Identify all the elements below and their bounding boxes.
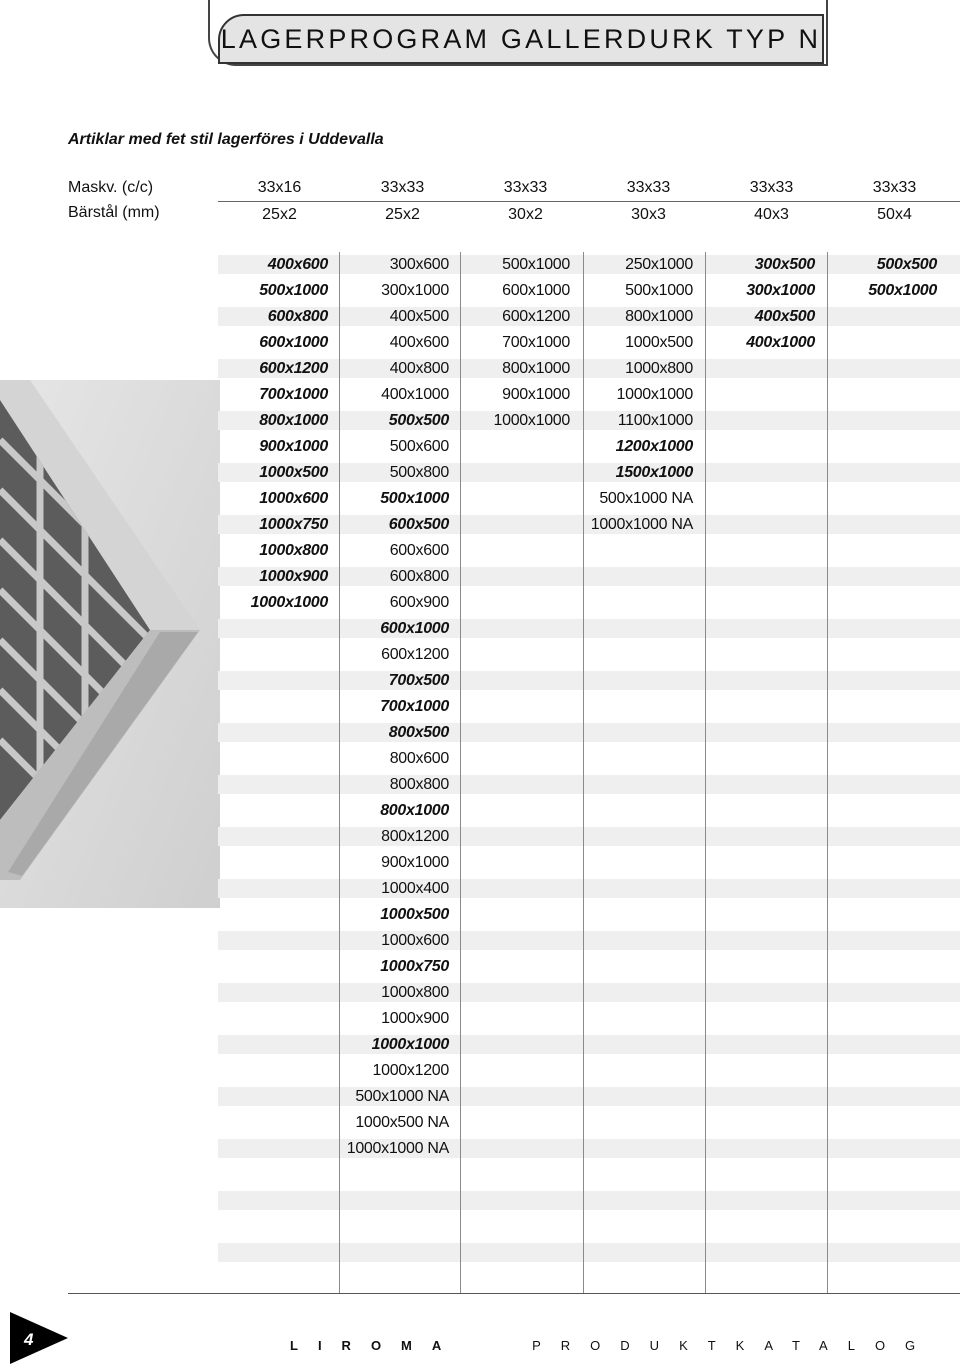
table-cell: 300x1000: [746, 282, 815, 299]
table-cell: 1000x1000 NA: [590, 516, 693, 533]
table-stripe: [218, 879, 960, 898]
table-cell: 1100x1000: [617, 412, 693, 429]
mesh-row: [218, 175, 960, 201]
column-divider: [827, 252, 828, 1294]
title-box: [218, 14, 824, 64]
table-cell: 1200x1000: [615, 438, 693, 455]
table-cell: 600x1200: [259, 360, 328, 377]
table-cell: 500x1000: [502, 256, 570, 273]
table-cell: 300x600: [389, 256, 449, 273]
table-stripe: [218, 931, 960, 950]
table-cell: 800x800: [389, 776, 449, 793]
table-cell: 400x600: [389, 334, 449, 351]
table-cell: 1000x1000: [616, 386, 693, 403]
table-cell: 1000x800: [625, 360, 693, 377]
mesh-value: 33x33: [380, 179, 425, 196]
bar-value: 25x2: [262, 205, 297, 223]
table-cell: 600x600: [389, 542, 449, 559]
mesh-label: Maskv. (c/c): [68, 179, 154, 196]
column-33x33-40x3: [705, 252, 815, 356]
table-cell: 600x1000: [259, 334, 328, 351]
column-33x16-25x2: [218, 252, 328, 616]
table-stripe: [218, 775, 960, 794]
column-33x33-30x2: [460, 252, 570, 434]
table-cell: 900x1000: [259, 438, 328, 455]
table-cell: 700x1000: [259, 386, 328, 403]
table-stripe: [218, 1243, 960, 1262]
table-stripe: [218, 1139, 960, 1158]
column-33x33-30x3: [583, 252, 693, 538]
table-cell: 500x1000 NA: [355, 1088, 449, 1105]
bar-value: 40x3: [754, 205, 789, 223]
footer-brand: LIROMA: [290, 1338, 462, 1353]
page-title: LAGERPROGRAM GALLERDURK TYP N: [220, 23, 822, 54]
table-cell: 500x1000: [259, 282, 328, 299]
table-cell: 600x1000: [502, 282, 570, 299]
table-cell: 1500x1000: [615, 464, 693, 481]
table-cell: 1000x1000: [250, 594, 328, 611]
bar-value: 50x4: [877, 205, 912, 223]
table-cell: 1000x1000: [493, 412, 570, 429]
stock-table: [218, 252, 960, 1294]
table-cell: 300x500: [754, 256, 815, 273]
table-cell: 250x1000: [625, 256, 693, 273]
table-cell: 500x1000: [868, 282, 937, 299]
table-cell: 1000x750: [380, 958, 449, 975]
bar-value: 30x3: [631, 205, 666, 223]
table-cell: 400x600: [267, 256, 328, 273]
table-cell: 1000x900: [381, 1010, 449, 1027]
table-cell: 900x1000: [502, 386, 570, 403]
table-cell: 800x1000: [380, 802, 449, 819]
table-cell: 700x1000: [380, 698, 449, 715]
bar-label: Bärstål (mm): [68, 204, 160, 221]
table-cell: 500x1000 NA: [599, 490, 693, 507]
column-33x33-50x4: [827, 252, 937, 304]
table-stripe: [218, 983, 960, 1002]
bar-row: [218, 201, 960, 227]
table-cell: 600x500: [388, 516, 449, 533]
spec-header: [218, 175, 960, 227]
table-cell: 1000x500: [625, 334, 693, 351]
table-cell: 400x800: [389, 360, 449, 377]
mesh-value: 33x16: [257, 179, 302, 196]
table-cell: 1000x500 NA: [355, 1114, 449, 1131]
table-cell: 800x1000: [625, 308, 693, 325]
table-cell: 500x1000: [380, 490, 449, 507]
page-number-arrow: [10, 1312, 70, 1364]
table-stripe: [218, 1191, 960, 1210]
table-cell: 500x800: [389, 464, 449, 481]
table-stripe: [218, 567, 960, 586]
table-cell: 1000x800: [381, 984, 449, 1001]
column-divider: [705, 252, 706, 1294]
subtitle: Artiklar med fet stil lagerföres i Uddevalla: [68, 131, 384, 148]
table-cell: 1000x400: [381, 880, 449, 897]
table-cell: 500x1000: [625, 282, 693, 299]
bar-value: 30x2: [508, 205, 543, 223]
table-bottom-rule: [68, 1293, 960, 1294]
grating-photo: [0, 380, 220, 908]
footer-text: PRODUKTKATALOG: [532, 1338, 936, 1353]
table-cell: 500x500: [388, 412, 449, 429]
table-cell: 1000x900: [259, 568, 328, 585]
table-stripe: [218, 723, 960, 742]
table-cell: 600x1000: [380, 620, 449, 637]
table-cell: 800x1200: [381, 828, 449, 845]
table-cell: 300x1000: [381, 282, 449, 299]
table-cell: 1000x600: [381, 932, 449, 949]
table-cell: 1000x1000 NA: [346, 1140, 449, 1157]
table-stripe: [218, 1087, 960, 1106]
table-cell: 600x800: [267, 308, 328, 325]
bar-value: 25x2: [385, 205, 420, 223]
table-cell: 800x500: [388, 724, 449, 741]
table-cell: 900x1000: [381, 854, 449, 871]
table-cell: 600x1200: [502, 308, 570, 325]
table-cell: 1000x500: [259, 464, 328, 481]
table-stripe: [218, 671, 960, 690]
mesh-value: 33x33: [503, 179, 548, 196]
table-cell: 500x600: [389, 438, 449, 455]
footer: [290, 1338, 935, 1353]
table-cell: 1000x600: [259, 490, 328, 507]
table-stripe: [218, 619, 960, 638]
table-cell: 1000x500: [380, 906, 449, 923]
table-cell: 600x800: [389, 568, 449, 585]
table-cell: 600x1200: [381, 646, 449, 663]
mesh-value: 33x33: [872, 179, 917, 196]
table-cell: 400x1000: [746, 334, 815, 351]
mesh-value: 33x33: [749, 179, 794, 196]
mesh-value: 33x33: [626, 179, 671, 196]
table-cell: 700x1000: [502, 334, 570, 351]
table-cell: 700x500: [388, 672, 449, 689]
table-cell: 800x1000: [259, 412, 328, 429]
table-cell: 800x600: [389, 750, 449, 767]
table-stripe: [218, 1035, 960, 1054]
spec-labels: [68, 175, 160, 225]
table-cell: 1000x750: [259, 516, 328, 533]
table-cell: 400x500: [754, 308, 815, 325]
page-number: 4: [24, 1330, 34, 1349]
table-cell: 400x500: [389, 308, 449, 325]
table-cell: 1000x1200: [372, 1062, 449, 1079]
table-cell: 800x1000: [502, 360, 570, 377]
table-cell: 1000x800: [259, 542, 328, 559]
table-stripe: [218, 827, 960, 846]
table-cell: 500x500: [876, 256, 937, 273]
column-33x33-25x2: [339, 252, 449, 1162]
table-cell: 400x1000: [381, 386, 449, 403]
table-cell: 1000x1000: [371, 1036, 449, 1053]
table-cell: 600x900: [389, 594, 449, 611]
